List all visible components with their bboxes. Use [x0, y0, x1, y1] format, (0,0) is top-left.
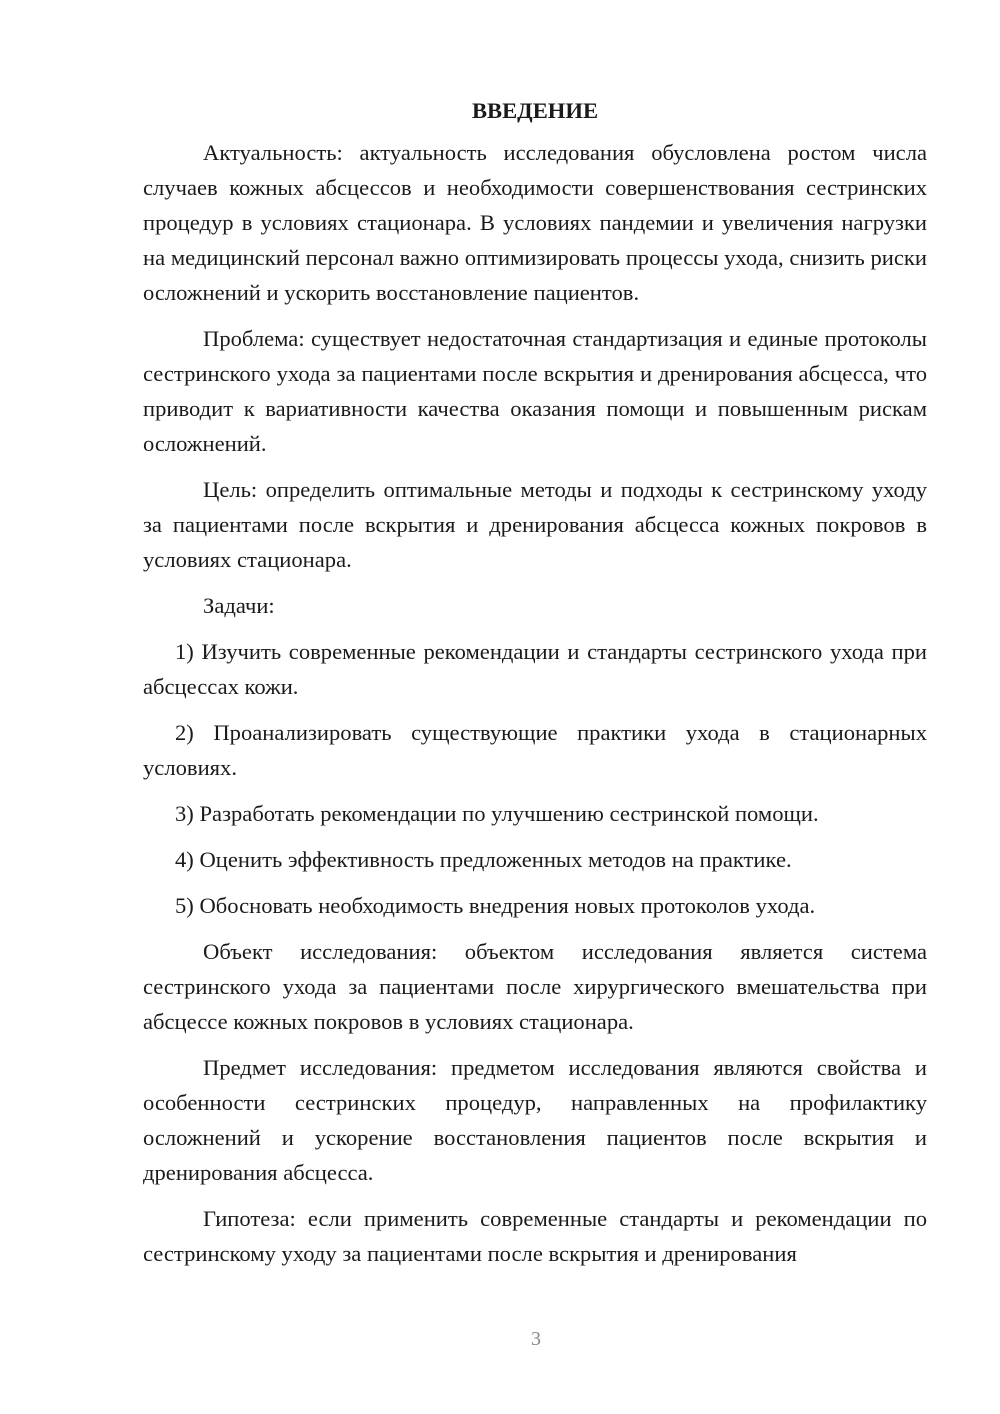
- paragraph-problem: Проблема: существует недостаточная стандартизация и единые протоколы сестринского ухода за пациентами после вскрытия и дренирования абсцесса, что приводит к вариативности качества оказания помощи и повышенным рискам осложнений.: [143, 326, 927, 456]
- task-item: 3) Разработать рекомендации по улучшению сестринской помощи.: [175, 801, 819, 826]
- tasks-list: [143, 634, 927, 923]
- tasks-heading: Задачи:: [203, 593, 275, 618]
- paragraph-object: Объект исследования: объектом исследования является система сестринского ухода за пациентами после хирургического вмешательства при абсцессе кожных покровов в условиях стационара.: [143, 939, 927, 1034]
- paragraph-relevance: Актуальность: актуальность исследования обусловлена ростом числа случаев кожных абсцессов и необходимости совершенствования сестринских процедур в условиях стационара. В условиях пандемии и увеличения нагрузки на медицинский персонал важно оптимизировать процессы ухода, снизить риски осложнений и ускорить восстановление пациентов.: [143, 140, 927, 305]
- task-item: 5) Обосновать необходимость внедрения новых протоколов ухода.: [175, 893, 816, 918]
- document-body: [143, 96, 927, 1282]
- section-title: ВВЕДЕНИЕ: [471, 98, 599, 123]
- paragraph-hypothesis: Гипотеза: если применить современные стандарты и рекомендации по сестринскому уходу за пациентами после вскрытия и дренирования: [143, 1206, 927, 1266]
- paragraph-subject: Предмет исследования: предметом исследования являются свойства и особенности сестринских процедур, направленных на профилактику осложнений и ускорение восстановления пациентов после вскрытия и дренирования абсцесса.: [143, 1055, 927, 1185]
- task-item: 1) Изучить современные рекомендации и стандарты сестринского ухода при абсцессах кожи.: [143, 639, 927, 699]
- paragraph-goal: Цель: определить оптимальные методы и подходы к сестринскому уходу за пациентами после вскрытия и дренирования абсцесса кожных покровов в условиях стационара.: [143, 477, 927, 572]
- task-item: 2) Проанализировать существующие практики ухода в стационарных условиях.: [143, 720, 927, 780]
- task-item: 4) Оценить эффективность предложенных методов на практике.: [175, 847, 792, 872]
- page-number: 3: [531, 1328, 541, 1350]
